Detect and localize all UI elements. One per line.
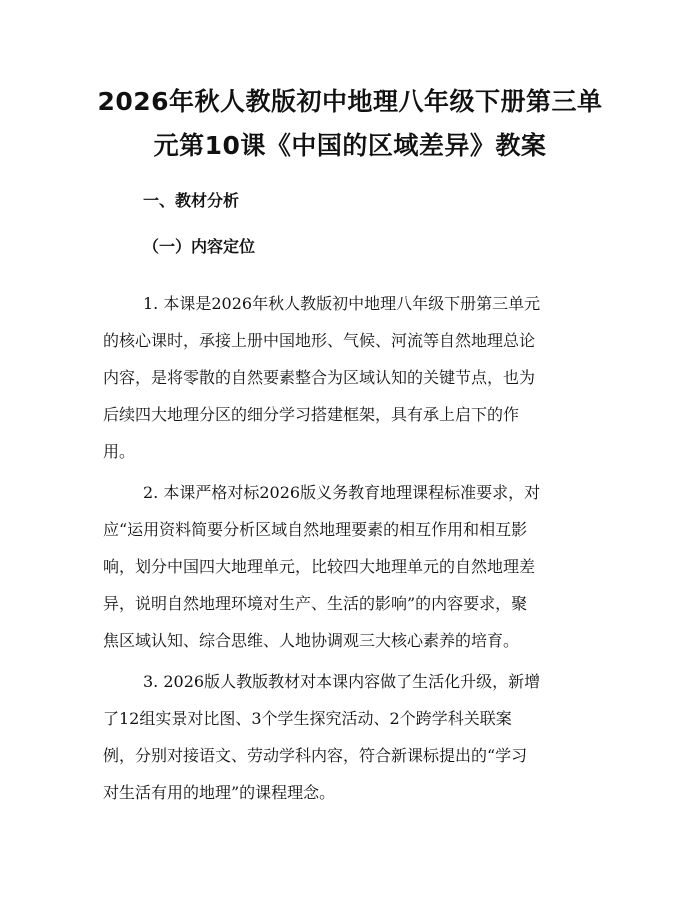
paragraph-1: [103, 285, 603, 470]
paragraph-line: 异，说明自然地理环境对生产、生活的影响”的内容要求，聚: [103, 594, 528, 613]
paragraph-line: 焦区域认知、综合思维、人地协调观三大核心素养的培育。: [103, 631, 520, 650]
paragraph-line: 了12组实景对比图、3个学生探究活动、2个跨学科关联案: [103, 709, 512, 728]
document-title-line-1: 2026年秋人教版初中地理八年级下册第三单: [97, 87, 603, 116]
paragraph-line: 内容，是将零散的自然要素整合为区域认知的关键节点，也为: [103, 368, 536, 387]
paragraph-line: 用。: [103, 442, 136, 461]
paragraph-2: [103, 474, 603, 659]
paragraph-line: 例，分别对接语文、劳动学科内容，符合新课标提出的“学习: [103, 746, 528, 765]
subsection-heading: （一）内容定位: [143, 237, 256, 256]
paragraph-line: 后续四大地理分区的细分学习搭建框架，具有承上启下的作: [103, 405, 520, 424]
paragraph-line: 的核心课时，承接上册中国地形、气候、河流等自然地理总论: [103, 331, 536, 350]
paragraph-line: 2. 本课严格对标2026版义务教育地理课程标准要求，对: [143, 483, 541, 502]
section-heading: 一、教材分析: [143, 191, 240, 210]
paragraph-line: 1. 本课是2026年秋人教版初中地理八年级下册第三单元: [143, 294, 541, 313]
document-title-line-2: 元第10课《中国的区域差异》教案: [153, 131, 547, 160]
paragraph-line: 响，划分中国四大地理单元，比较四大地理单元的自然地理差: [103, 557, 536, 576]
paragraph-line: 应“运用资料简要分析区域自然地理要素的相互作用和相互影: [103, 520, 528, 539]
paragraph-line: 对生活有用的地理”的课程理念。: [103, 783, 336, 802]
paragraph-3: [103, 663, 603, 811]
paragraph-line: 3. 2026版人教版教材对本课内容做了生活化升级，新增: [143, 672, 541, 691]
